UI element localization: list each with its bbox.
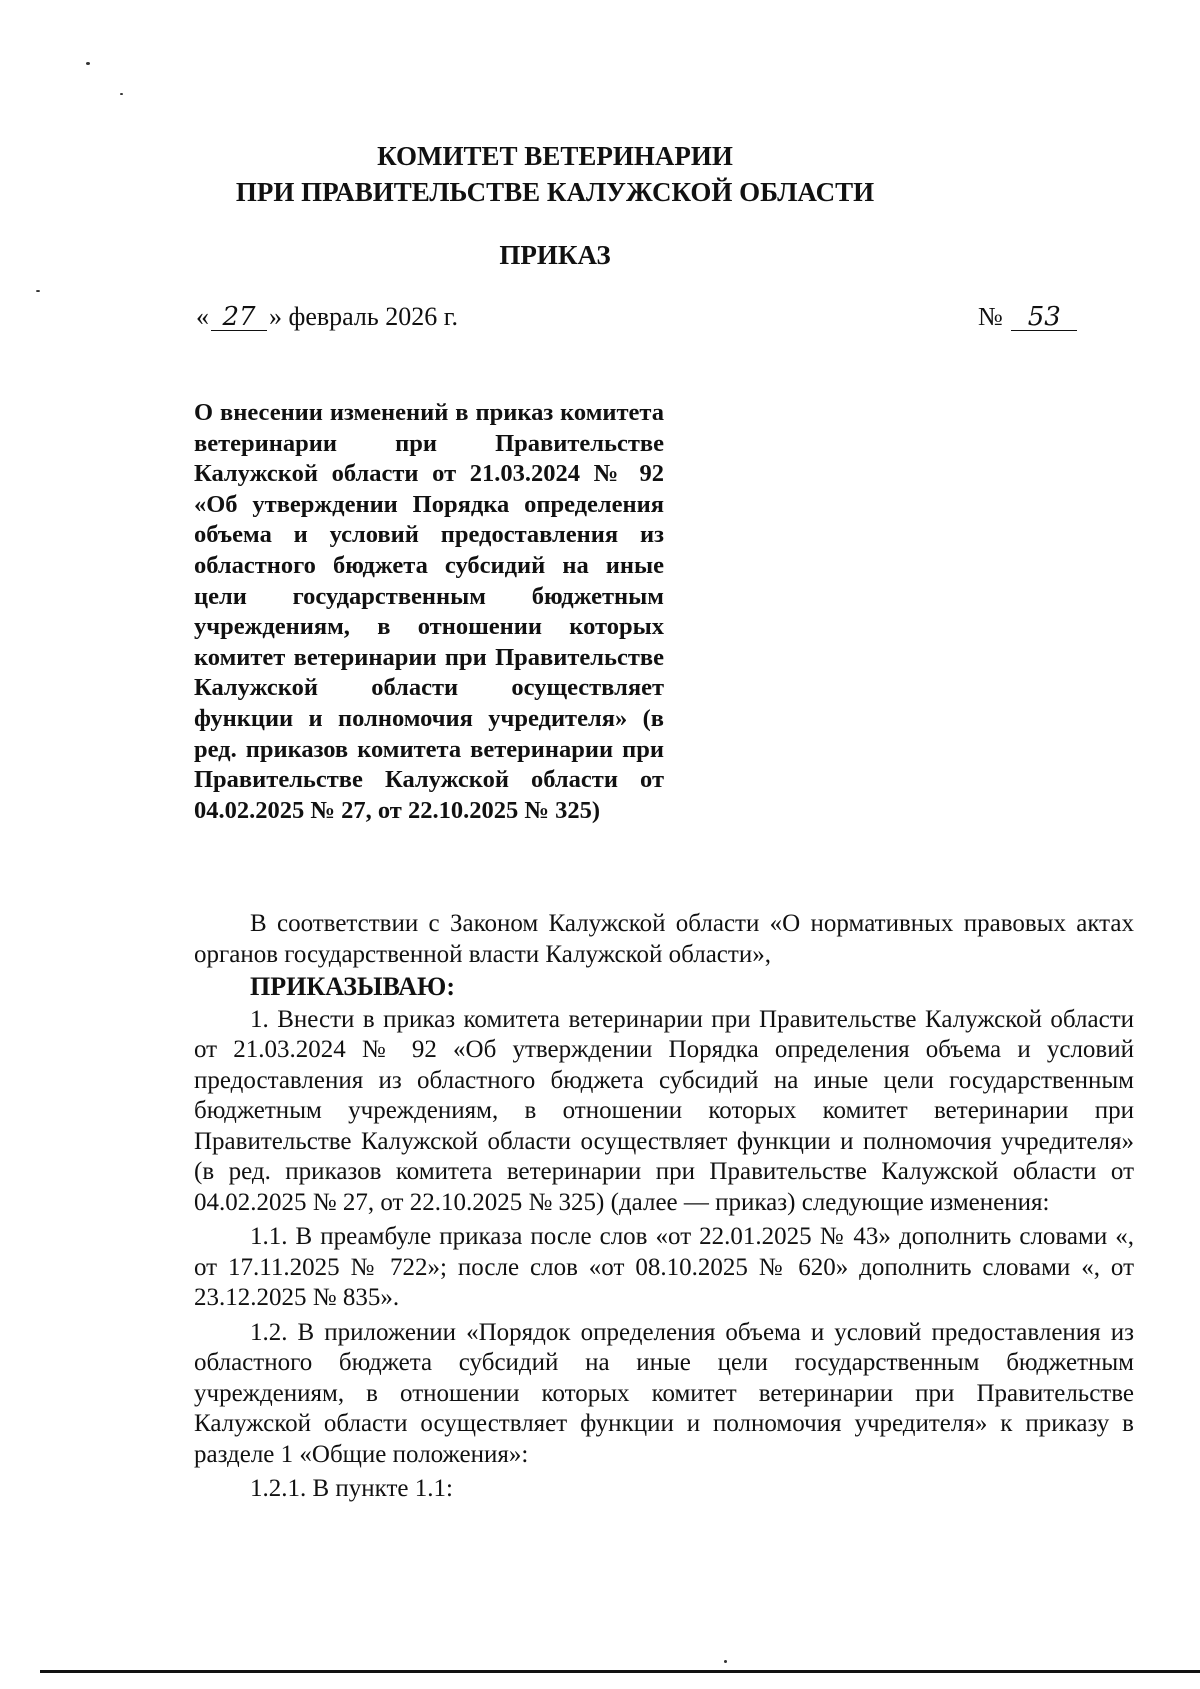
preamble-paragraph: В соответствии с Законом Калужской области «О нормативных правовых актах органов государственной власти Калужской области», <box>194 910 1134 968</box>
document-type: ПРИКАЗ <box>499 240 611 270</box>
bottom-divider <box>40 1670 1200 1673</box>
document-date <box>196 300 458 334</box>
document-subject: О внесении изменений в приказ комитета ветеринарии при Правительстве Калужской области от 21.03.2024 № 92 «Об утверждении Порядка определения объема и условий предоставления из областного бюджета субсидий на иные цели государственным бюджетным учреждениям, в отношении которых комитет ветеринарии при Правительстве Калужской области осуществляет функции и полномочия учредителя» (в ред. приказов комитета ветеринарии при Правительстве Калужской области от 04.02.2025 № 27, от 22.10.2025 № 325) <box>194 399 664 824</box>
month-year: февраль 2026 г. <box>288 302 458 331</box>
document-number <box>978 300 1079 334</box>
scan-speck <box>120 93 123 95</box>
number-prefix: № <box>978 302 1003 331</box>
paragraph-1-2-1: 1.2.1. В пункте 1.1: <box>250 1475 453 1502</box>
paragraph-1-2: 1.2. В приложении «Порядок определения объема и условий предоставления из областного бюджета субсидий на иные цели государственным бюджетным учреждениям, в отношении которых комитет ветеринарии при Правительстве Калужской области осуществляет функции и полномочия учредителя» к приказу в разделе 1 «Общие положения»: <box>194 1318 1134 1468</box>
org-line-1: КОМИТЕТ ВЕТЕРИНАРИИ <box>377 141 733 171</box>
quote-close: » <box>269 302 282 331</box>
scan-speck <box>86 62 90 65</box>
paragraph-1: 1. Внести в приказ комитета ветеринарии при Правительстве Калужской области от 21.03.2024 № 92 «Об утверждении Порядка определения объема и условий предоставления из областного бюджета субсидий на иные цели государственным бюджетным учреждениям, в отношении которых комитет ветеринарии при Правительстве Калужской области осуществляет функции и полномочия учредителя» (в ред. приказов комитета ветеринарии при Правительстве Калужской области от 04.02.2025 № 27, от 22.10.2025 № 325) (далее — приказ) следующие изменения: <box>194 1005 1134 1216</box>
organization-name <box>0 138 1110 210</box>
quote-open: « <box>196 302 209 331</box>
scan-speck <box>36 290 40 292</box>
order-heading: ПРИКАЗЫВАЮ: <box>250 972 455 1001</box>
org-line-2: ПРИ ПРАВИТЕЛЬСТВЕ КАЛУЖСКОЙ ОБЛАСТИ <box>235 177 875 207</box>
paragraph-1-1: 1.1. В преамбуле приказа после слов «от 22.01.2025 № 43» дополнить словами «, от 17.11.2025 № 722»; после слов «от 08.10.2025 № 620» дополнить словами «, от 23.12.2025 № 835». <box>194 1223 1134 1311</box>
document-body <box>194 909 1134 1505</box>
handwritten-day: 27 <box>211 304 267 331</box>
handwritten-number: 53 <box>1011 304 1077 331</box>
scan-speck <box>724 1660 727 1663</box>
